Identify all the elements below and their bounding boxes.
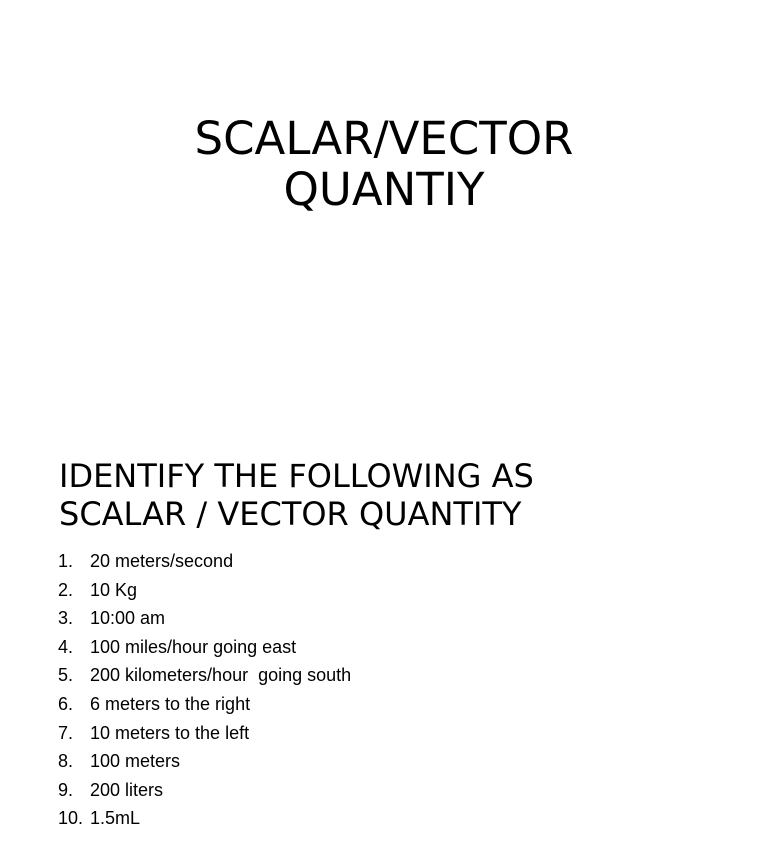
list-item: [58, 690, 351, 719]
list-item-text: 200 liters: [90, 779, 164, 800]
list-item-number: 1.: [58, 551, 74, 571]
list-item-text: 6 meters to the right: [90, 693, 251, 714]
list-item: [58, 547, 351, 576]
list-item-number: 4.: [58, 636, 74, 657]
list-item: [58, 776, 351, 805]
list-item: [58, 576, 351, 605]
list-item-text: 10:00 am: [90, 608, 166, 629]
list-item: [58, 747, 351, 776]
list-item: [58, 633, 351, 662]
slide-title-line-2: QUANTIY: [283, 163, 485, 216]
slide-subtitle-line-1: IDENTIFY THE FOLLOWING AS: [59, 457, 534, 495]
list-item-number: 3.: [58, 608, 74, 629]
list-item-number: 6.: [58, 693, 74, 714]
quantity-list: [58, 547, 351, 833]
slide-title: [0, 113, 768, 215]
slide-subtitle: [59, 457, 739, 533]
list-item-text: 200 kilometers/hour going south: [90, 665, 352, 686]
list-item: [58, 661, 351, 690]
list-item-number: 9.: [58, 779, 74, 800]
list-item-number: 10.: [58, 808, 84, 829]
slide-title-line-1: SCALAR/VECTOR: [194, 112, 574, 165]
list-item-text: 100 meters: [90, 751, 181, 772]
slide-subtitle-line-2: SCALAR / VECTOR QUANTITY: [59, 495, 522, 533]
list-item-number: 8.: [58, 751, 74, 772]
list-item: [58, 804, 351, 833]
list-item-number: 5.: [58, 665, 74, 686]
list-item-text: 10 Kg: [90, 579, 138, 600]
list-item-text: 1.5mL: [90, 808, 141, 829]
list-item: [58, 719, 351, 748]
list-item: [58, 604, 351, 633]
list-item-number: 7.: [58, 722, 74, 743]
list-item-text: 20 meters/second: [90, 551, 234, 571]
list-item-text: 100 miles/hour going east: [90, 636, 297, 657]
list-item-number: 2.: [58, 579, 74, 600]
list-item-text: 10 meters to the left: [90, 722, 250, 743]
